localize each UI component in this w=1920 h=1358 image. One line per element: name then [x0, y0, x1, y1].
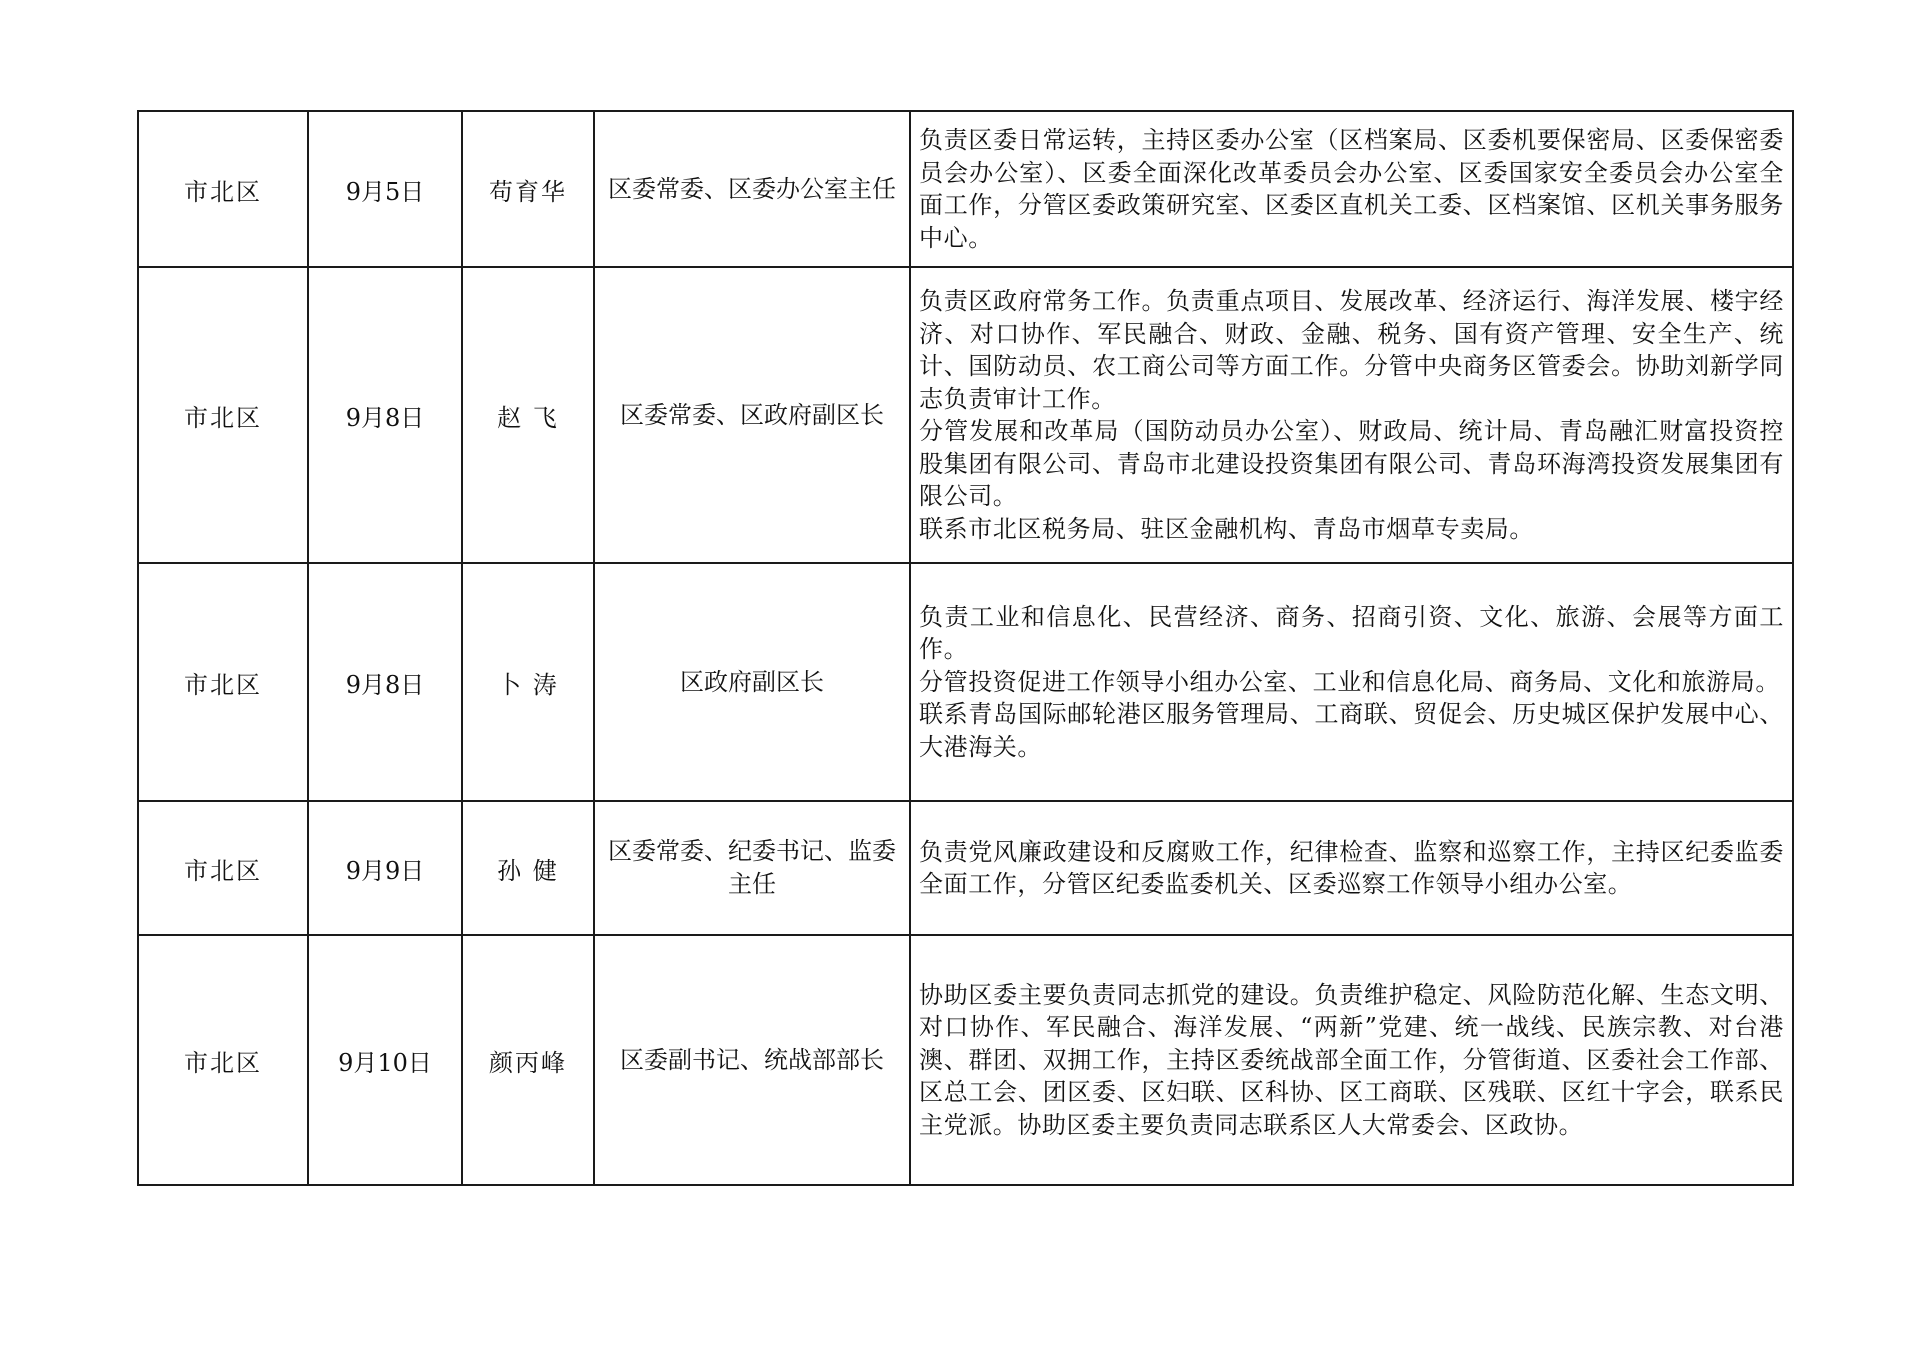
district-cell: 市北区 [138, 111, 308, 267]
name-cell: 颜丙峰 [462, 935, 594, 1185]
table-row [138, 801, 1793, 935]
duty-paragraph: 负责区政府常务工作。负责重点项目、发展改革、经济运行、海洋发展、楼宇经济、对口协作、军民融合、财政、金融、税务、国有资产管理、安全生产、统计、国防动员、农工商公司等方面工作。分管中央商务区管委会。协助刘新学同志负责审计工作。 [919, 287, 1784, 413]
duties-cell [910, 111, 1793, 267]
district-cell: 市北区 [138, 563, 308, 801]
duty-paragraph: 分管发展和改革局（国防动员办公室）、财政局、统计局、青岛融汇财富投资控股集团有限公司、青岛市北建设投资集团有限公司、青岛环海湾投资发展集团有限公司。 [919, 417, 1784, 510]
appointments-table [137, 110, 1794, 1186]
duty-paragraph: 负责区委日常运转，主持区委办公室（区档案局、区委机要保密局、区委保密委员会办公室）、区委全面深化改革委员会办公室、区委国家安全委员会办公室全面工作，分管区委政策研究室、区委区直机关工委、区档案馆、区机关事务服务中心。 [919, 126, 1784, 252]
date-cell: 9月10日 [308, 935, 462, 1185]
date-cell: 9月8日 [308, 267, 462, 563]
duty-paragraph: 分管投资促进工作领导小组办公室、工业和信息化局、商务局、文化和旅游局。 [919, 667, 1780, 696]
duties-cell [910, 267, 1793, 563]
name-cell: 卜 涛 [462, 563, 594, 801]
date-cell: 9月8日 [308, 563, 462, 801]
table-row [138, 935, 1793, 1185]
table-row [138, 267, 1793, 563]
duty-paragraph: 负责工业和信息化、民营经济、商务、招商引资、文化、旅游、会展等方面工作。 [919, 602, 1784, 664]
title-cell: 区政府副区长 [594, 563, 910, 801]
table-row [138, 111, 1793, 267]
district-cell: 市北区 [138, 801, 308, 935]
name-cell: 苟育华 [462, 111, 594, 267]
district-cell: 市北区 [138, 935, 308, 1185]
duty-paragraph: 联系青岛国际邮轮港区服务管理局、工商联、贸促会、历史城区保护发展中心、大港海关。 [919, 700, 1784, 761]
duty-paragraph: 联系市北区税务局、驻区金融机构、青岛市烟草专卖局。 [919, 514, 1534, 543]
duties-cell [910, 563, 1793, 801]
title-cell: 区委副书记、统战部部长 [594, 935, 910, 1185]
date-cell: 9月5日 [308, 111, 462, 267]
duty-paragraph: 协助区委主要负责同志抓党的建设。负责维护稳定、风险防范化解、生态文明、对口协作、军民融合、海洋发展、“两新”党建、统一战线、民族宗教、对台港澳、群团、双拥工作，主持区委统战部全面工作，分管街道、区委社会工作部、区总工会、团区委、区妇联、区科协、区工商联、区残联、区红十字会，联系民主党派。协助区委主要负责同志联系区人大常委会、区政协。 [919, 980, 1784, 1139]
duties-cell [910, 801, 1793, 935]
name-cell: 赵 飞 [462, 267, 594, 563]
district-cell: 市北区 [138, 267, 308, 563]
title-cell: 区委常委、区政府副区长 [594, 267, 910, 563]
title-cell: 区委常委、纪委书记、监委主任 [594, 801, 910, 935]
duties-cell [910, 935, 1793, 1185]
duty-paragraph: 负责党风廉政建设和反腐败工作，纪律检查、监察和巡察工作，主持区纪委监委全面工作，分管区纪委监委机关、区委巡察工作领导小组办公室。 [919, 837, 1784, 898]
name-cell: 孙 健 [462, 801, 594, 935]
date-cell: 9月9日 [308, 801, 462, 935]
title-cell: 区委常委、区委办公室主任 [594, 111, 910, 267]
table-row [138, 563, 1793, 801]
